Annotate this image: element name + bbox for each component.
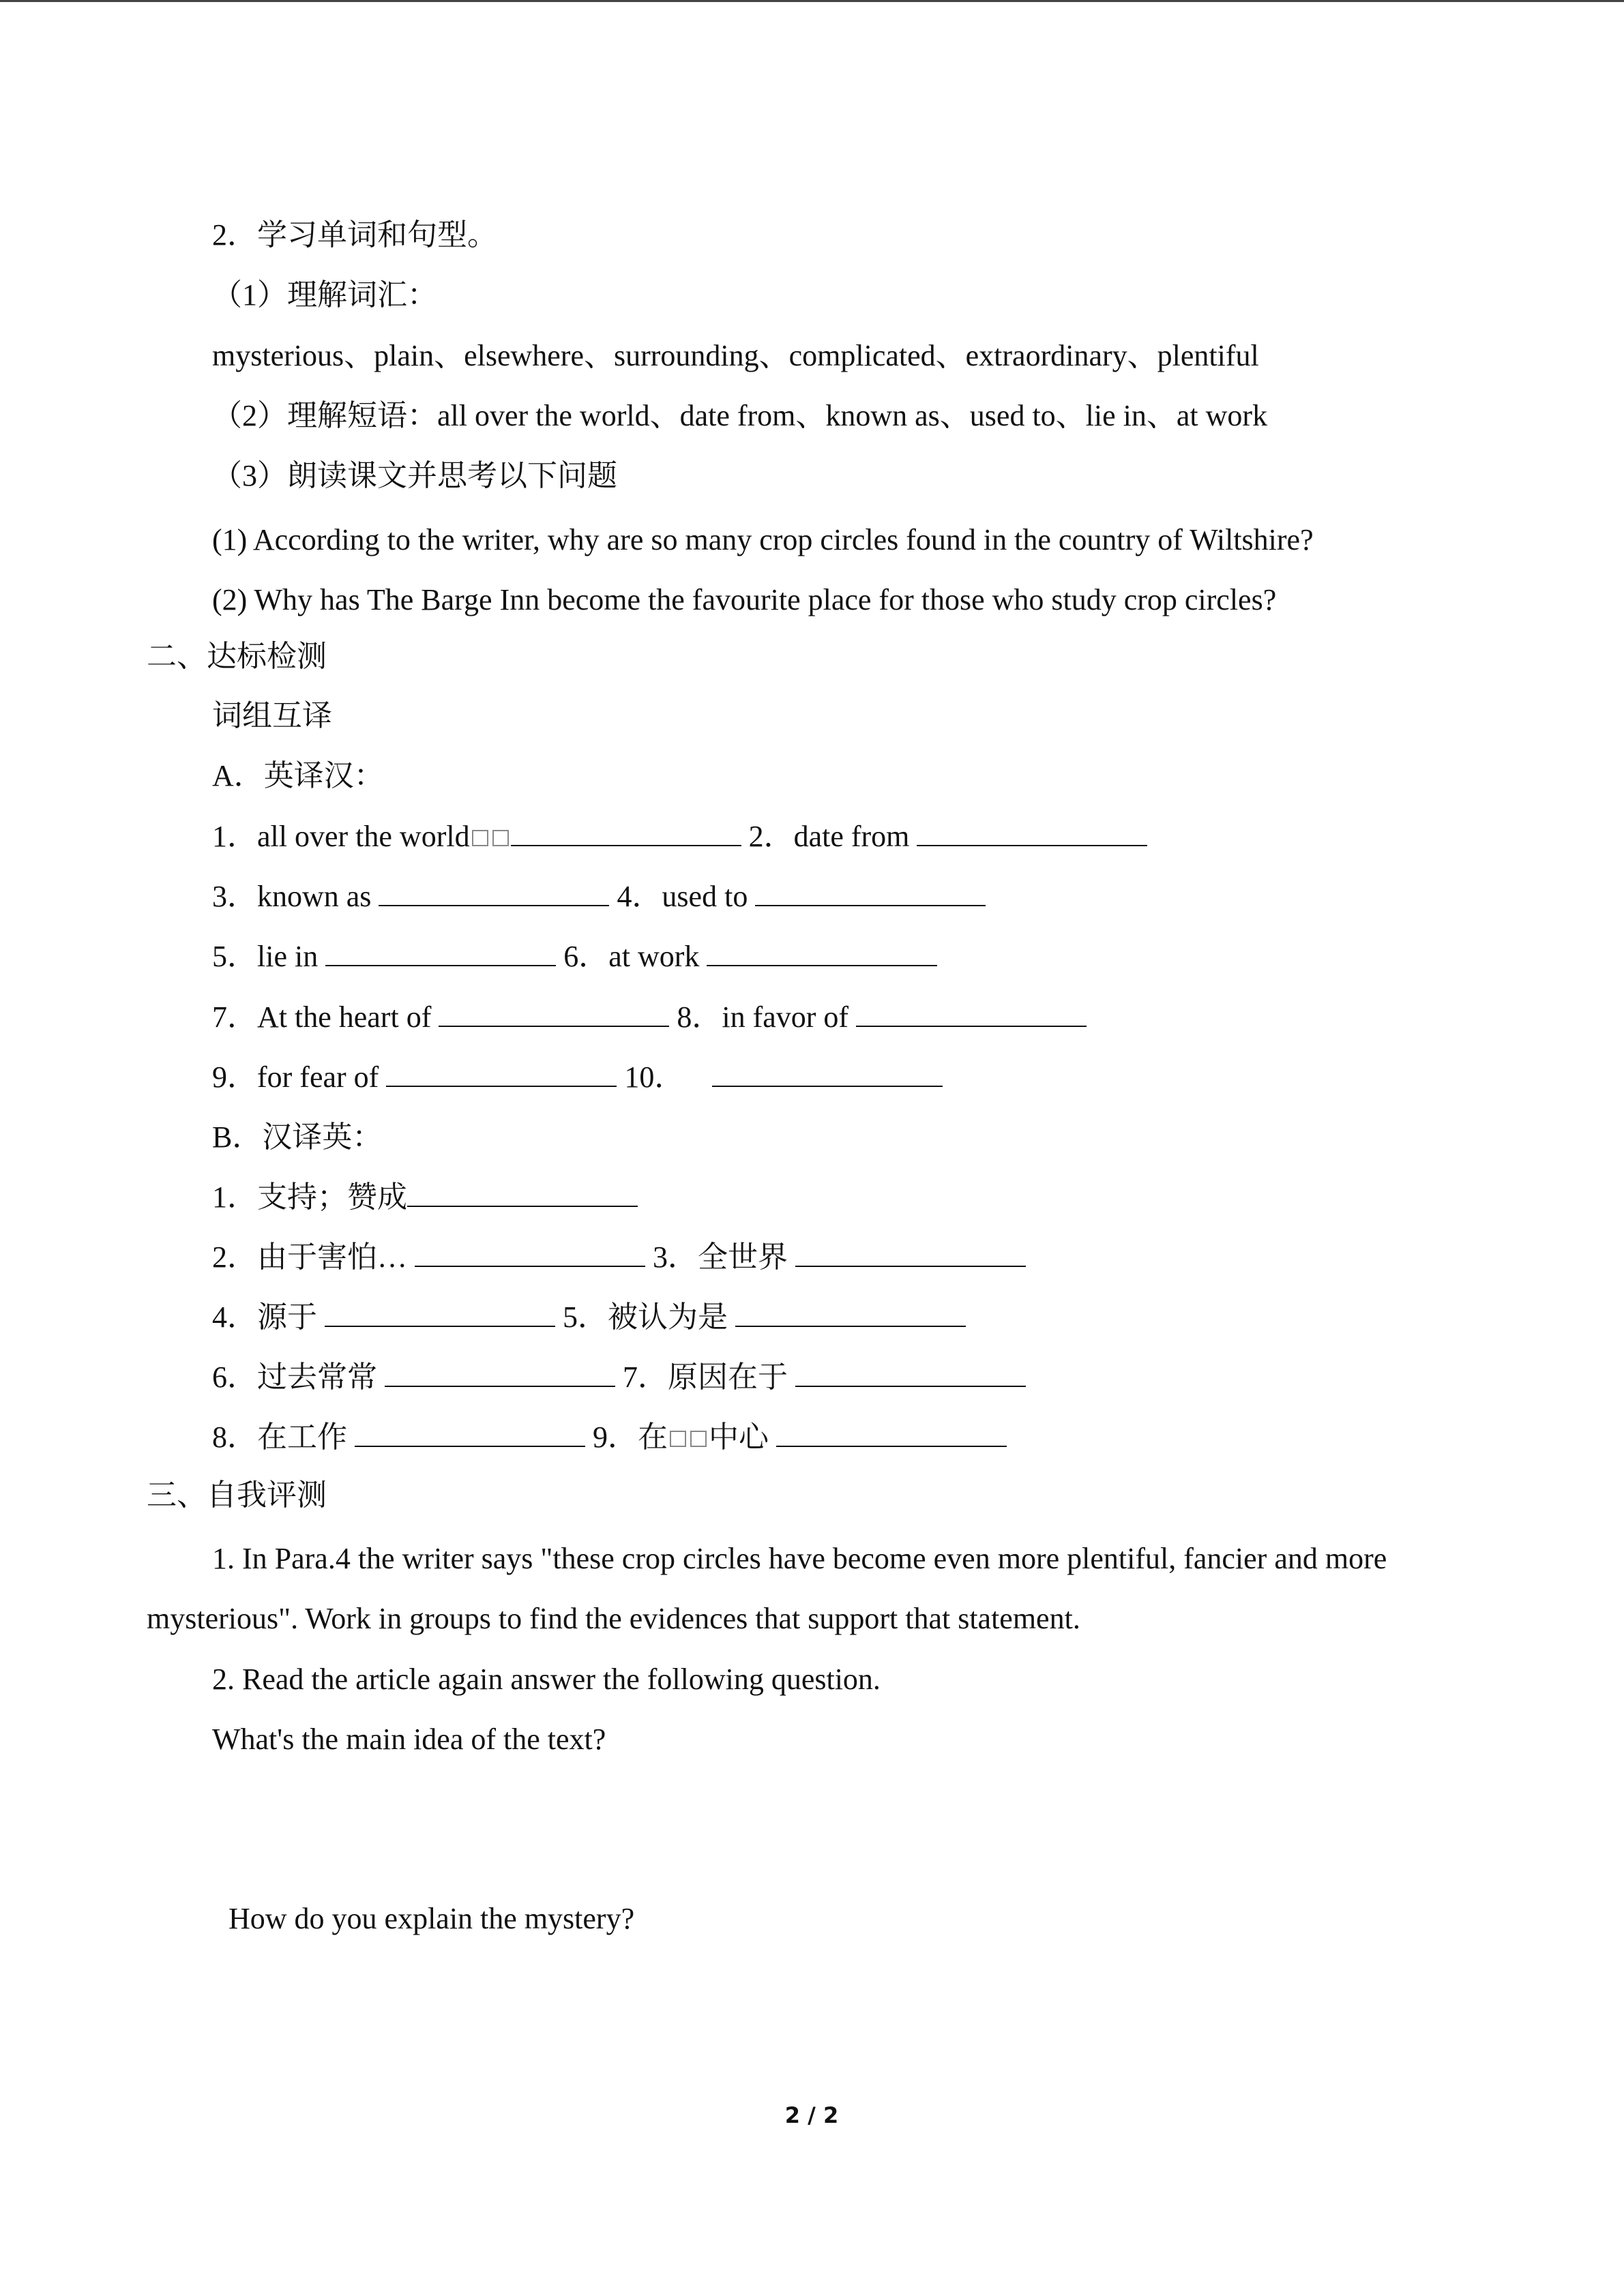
list-item: 5．lie in [212,940,319,973]
answer-blank[interactable] [776,1418,1007,1447]
answer-blank[interactable] [707,938,937,966]
question-2: (2) Why has The Barge Inn become the favourite place for those who study crop circles? [212,583,1277,616]
task-1-line-1: 1. In Para.4 the writer says "these crop circles have become even more plentiful, fancier and more [212,1542,1387,1575]
list-item-suffix: 中心 [709,1420,769,1454]
subheading-vocabulary: （1）理解词汇： [212,278,437,312]
part-a-row-4 [212,997,1087,1038]
list-item: 4．used to [617,880,748,913]
list-item: 2．由于害怕… [212,1240,407,1274]
part-a-label: A．英译汉： [212,759,384,792]
list-item: 3．全世界 [653,1240,788,1274]
answer-blank[interactable] [712,1058,943,1087]
list-item: 1．支持；赞成 [212,1180,407,1214]
answer-blank[interactable] [735,1298,966,1327]
answer-blank[interactable] [917,818,1147,846]
answer-blank[interactable] [439,998,669,1027]
question-main-idea: What's the main idea of the text? [212,1723,606,1756]
answer-blank[interactable] [407,1178,638,1207]
part-a-row-3 [212,936,937,977]
answer-blank[interactable] [795,1358,1026,1387]
section-heading-self-assessment: 三、自我评测 [147,1478,327,1512]
heading-study-words: 2．学习单词和句型。 [212,218,497,252]
page-top-border [0,0,1624,2]
part-b-label: B．汉译英： [212,1120,383,1154]
list-item: 1．all over the world [212,820,470,853]
task-2: 2. Read the article again answer the following question. [212,1663,881,1696]
subheading-read-text: （3）朗读课文并思考以下问题 [212,459,617,492]
list-item: 6．过去常常 [212,1360,377,1394]
part-b-row-1 [212,1177,638,1218]
answer-blank[interactable] [379,878,609,906]
task-1-line-2: mysterious". Work in groups to find the evidences that support that statement. [147,1602,1080,1635]
list-item: 6．at work [563,940,700,973]
section-heading-check: 二、达标检测 [147,640,327,673]
list-item: 9．for fear of [212,1060,379,1094]
part-a-row-1 [212,816,1147,857]
list-item: 3．known as [212,880,372,913]
question-1: (1) According to the writer, why are so many crop circles found in the country of Wiltshire? [212,523,1314,556]
list-item: 4．源于 [212,1300,317,1334]
subheading-phrase-translation: 词组互译 [212,699,332,732]
subheading-phrases: （2）理解短语：all over the world、date from、known as、used to、lie in、at work [212,399,1268,432]
part-b-row-2 [212,1237,1026,1278]
answer-blank[interactable] [385,1358,615,1387]
answer-blank[interactable] [755,878,986,906]
answer-blank[interactable] [325,938,556,966]
placeholder-box-icon [670,1431,686,1447]
list-item: 9．在 [593,1420,668,1454]
list-item: 8．在工作 [212,1420,347,1454]
part-a-row-5 [212,1057,943,1098]
answer-blank[interactable] [795,1238,1026,1267]
answer-blank[interactable] [511,818,741,846]
part-a-row-2 [212,876,986,917]
list-item: 8．in favor of [677,1000,849,1034]
answer-blank[interactable] [415,1238,645,1267]
placeholder-box-icon [472,830,488,846]
part-b-row-5 [212,1417,1007,1458]
list-item: 10． [624,1060,685,1094]
placeholder-box-icon [492,830,509,846]
list-item: 7．原因在于 [623,1360,788,1394]
part-b-row-3 [212,1297,966,1338]
vocabulary-list: mysterious、plain、elsewhere、surrounding、complicated、extraordinary、plentiful [212,339,1259,372]
placeholder-box-icon [690,1431,707,1447]
part-b-row-4 [212,1357,1026,1398]
answer-blank[interactable] [355,1418,585,1447]
question-explain-mystery: How do you explain the mystery? [228,1902,635,1935]
answer-blank[interactable] [325,1298,555,1327]
list-item: 7．At the heart of [212,1000,432,1034]
answer-blank[interactable] [386,1058,617,1087]
page-number: 2 / 2 [784,2102,839,2128]
list-item: 2．date from [748,820,910,853]
answer-blank[interactable] [856,998,1087,1027]
list-item: 5．被认为是 [563,1300,728,1334]
